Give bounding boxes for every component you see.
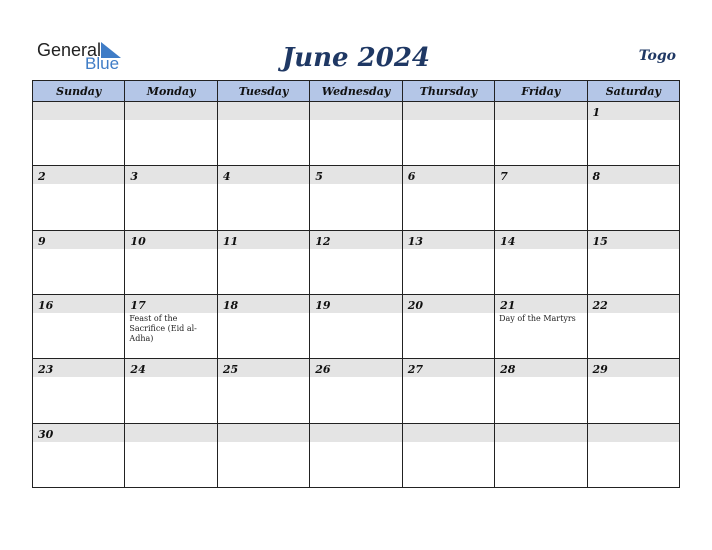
day-cell bbox=[587, 359, 679, 423]
day-number: 21 bbox=[500, 298, 516, 312]
week-row bbox=[33, 230, 680, 294]
day-number: 9 bbox=[38, 234, 46, 248]
day-number: 17 bbox=[130, 298, 146, 312]
day-header-bar bbox=[310, 231, 401, 249]
weekday-header: Thursday bbox=[402, 81, 494, 102]
day-number: 24 bbox=[130, 363, 146, 377]
weekday-header: Monday bbox=[125, 81, 217, 102]
calendar-grid bbox=[32, 80, 680, 488]
day-cell bbox=[125, 230, 217, 294]
day-cell bbox=[495, 294, 587, 358]
day-cell bbox=[402, 166, 494, 230]
day-cell bbox=[33, 294, 125, 358]
day-number: 11 bbox=[222, 234, 239, 248]
day-header-bar bbox=[310, 295, 401, 313]
day-number: 19 bbox=[315, 298, 331, 312]
day-cell bbox=[402, 359, 494, 423]
day-cell bbox=[587, 166, 679, 230]
day-header-bar bbox=[588, 359, 679, 377]
logo-blue-text: Blue bbox=[85, 54, 120, 73]
day-header-bar bbox=[403, 231, 494, 249]
day-header-bar bbox=[33, 424, 124, 442]
day-cell bbox=[125, 294, 217, 358]
day-number: 30 bbox=[38, 427, 54, 441]
day-header-bar bbox=[33, 295, 124, 313]
day-number: 8 bbox=[592, 170, 601, 184]
day-cell bbox=[402, 102, 494, 166]
day-cell bbox=[125, 359, 217, 423]
day-header-bar bbox=[125, 424, 216, 442]
weekday-header: Saturday bbox=[587, 81, 679, 102]
day-header-bar bbox=[588, 102, 679, 120]
day-header-bar bbox=[495, 102, 586, 120]
day-cell bbox=[310, 423, 402, 487]
day-header-bar bbox=[495, 166, 586, 184]
day-number: 12 bbox=[315, 234, 331, 248]
day-header-bar bbox=[403, 102, 494, 120]
day-cell bbox=[495, 102, 587, 166]
day-cell bbox=[310, 102, 402, 166]
day-cell bbox=[310, 359, 402, 423]
day-header-bar bbox=[495, 295, 586, 313]
week-row bbox=[33, 359, 680, 423]
day-cell bbox=[495, 230, 587, 294]
week-row bbox=[33, 102, 680, 166]
day-cell bbox=[125, 166, 217, 230]
day-header-bar bbox=[33, 231, 124, 249]
day-header-bar bbox=[310, 102, 401, 120]
day-header-bar bbox=[125, 359, 216, 377]
day-cell bbox=[495, 423, 587, 487]
day-header-bar bbox=[125, 295, 216, 313]
day-cell bbox=[125, 423, 217, 487]
day-cell bbox=[125, 102, 217, 166]
page-title: June 2024 bbox=[281, 43, 431, 73]
day-cell bbox=[33, 423, 125, 487]
day-cell bbox=[33, 359, 125, 423]
holiday-event: Day of the Martyrs bbox=[499, 313, 576, 323]
day-number: 6 bbox=[407, 170, 416, 184]
day-header-bar bbox=[218, 166, 309, 184]
day-header-bar bbox=[33, 102, 124, 120]
day-header-bar bbox=[588, 424, 679, 442]
day-header-bar bbox=[33, 359, 124, 377]
day-number: 15 bbox=[592, 234, 608, 248]
day-header-bar bbox=[495, 359, 586, 377]
day-cell bbox=[310, 166, 402, 230]
day-header-bar bbox=[125, 102, 216, 120]
day-number: 1 bbox=[592, 106, 601, 119]
day-cell bbox=[33, 230, 125, 294]
day-header-bar bbox=[588, 231, 679, 249]
day-header-bar bbox=[310, 424, 401, 442]
weekday-header: Tuesday bbox=[217, 81, 309, 102]
day-number: 22 bbox=[592, 298, 608, 312]
day-header-bar bbox=[403, 295, 494, 313]
day-header-bar bbox=[125, 166, 216, 184]
day-header-bar bbox=[588, 166, 679, 184]
day-number: 26 bbox=[315, 363, 331, 377]
day-number: 29 bbox=[592, 363, 608, 377]
day-cell bbox=[495, 359, 587, 423]
week-row bbox=[33, 166, 680, 230]
weekday-header: Friday bbox=[495, 81, 587, 102]
day-number: 27 bbox=[407, 363, 423, 377]
day-number: 3 bbox=[130, 170, 139, 184]
day-header-bar bbox=[310, 359, 401, 377]
day-header-bar bbox=[33, 166, 124, 184]
day-number: 25 bbox=[222, 363, 239, 377]
holiday-event: Feast of the Sacrifice (Eid al-Adha) bbox=[129, 313, 197, 343]
day-cell bbox=[217, 423, 309, 487]
day-header-bar bbox=[495, 231, 586, 249]
day-cell bbox=[310, 230, 402, 294]
day-header-bar bbox=[495, 424, 586, 442]
day-cell bbox=[217, 102, 309, 166]
day-cell bbox=[217, 166, 309, 230]
weekday-header: Wednesday bbox=[310, 81, 402, 102]
day-number: 28 bbox=[500, 363, 516, 377]
day-cell bbox=[587, 102, 679, 166]
day-number: 23 bbox=[38, 363, 54, 377]
day-cell bbox=[587, 230, 679, 294]
day-number: 5 bbox=[315, 170, 323, 184]
week-row bbox=[33, 294, 680, 358]
day-number: 13 bbox=[407, 234, 423, 248]
day-number: 7 bbox=[500, 170, 508, 184]
weekday-header: Sunday bbox=[33, 81, 125, 102]
day-cell bbox=[495, 166, 587, 230]
day-number: 2 bbox=[38, 170, 46, 184]
day-cell bbox=[217, 294, 309, 358]
day-number: 16 bbox=[38, 298, 54, 312]
day-header-bar bbox=[218, 424, 309, 442]
day-cell bbox=[402, 423, 494, 487]
day-header-bar bbox=[218, 359, 309, 377]
day-header-bar bbox=[403, 166, 494, 184]
day-header-bar bbox=[218, 102, 309, 120]
logo-general-text: General bbox=[37, 40, 102, 60]
day-cell bbox=[33, 102, 125, 166]
day-header-bar bbox=[588, 295, 679, 313]
weekday-header-row bbox=[33, 81, 680, 102]
day-header-bar bbox=[218, 231, 309, 249]
day-cell bbox=[402, 294, 494, 358]
day-number: 18 bbox=[222, 298, 239, 312]
day-header-bar bbox=[403, 359, 494, 377]
day-cell bbox=[587, 294, 679, 358]
day-cell bbox=[217, 359, 309, 423]
day-number: 4 bbox=[222, 170, 231, 184]
country-label: Togo bbox=[638, 48, 676, 64]
day-cell bbox=[587, 423, 679, 487]
day-header-bar bbox=[403, 424, 494, 442]
day-header-bar bbox=[218, 295, 309, 313]
day-cell bbox=[217, 230, 309, 294]
week-row bbox=[33, 423, 680, 487]
day-cell bbox=[402, 230, 494, 294]
day-header-bar bbox=[310, 166, 401, 184]
day-number: 20 bbox=[407, 298, 423, 312]
day-number: 10 bbox=[130, 234, 146, 248]
day-cell bbox=[33, 166, 125, 230]
day-number: 14 bbox=[500, 234, 516, 248]
day-cell bbox=[310, 294, 402, 358]
day-header-bar bbox=[125, 231, 216, 249]
